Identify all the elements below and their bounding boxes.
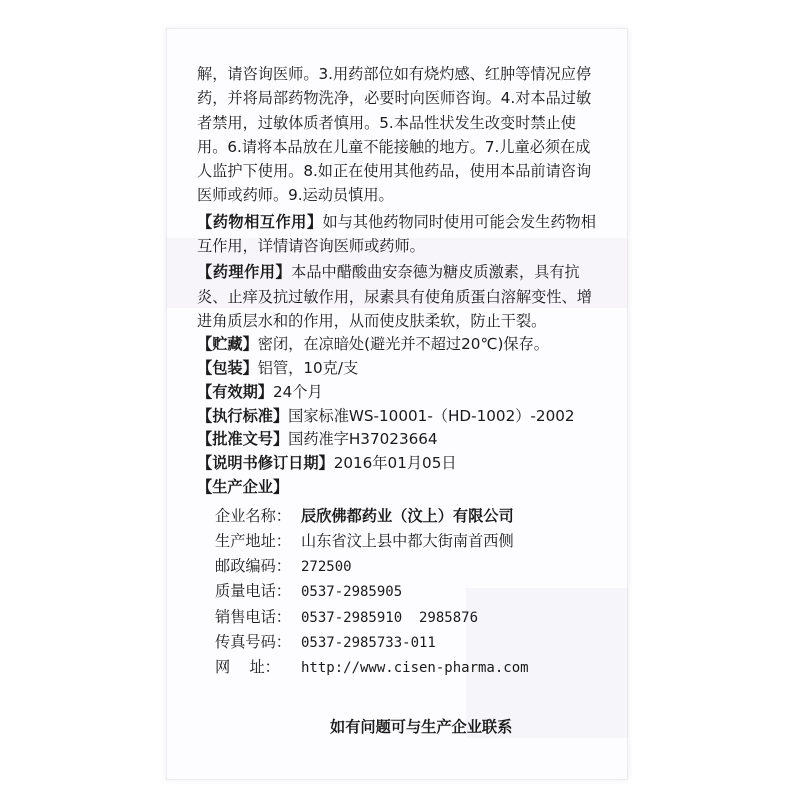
package-text: 铝管，10克/支 <box>257 359 359 378</box>
address-value: 山东省汶上县中都大街南首西侧 <box>301 532 514 551</box>
approval-row <box>197 428 602 452</box>
fax-key: 传真号码： <box>215 632 291 651</box>
storage-text: 密闭，在凉暗处(避光并不超过20℃)保存。 <box>257 335 549 354</box>
validity-text: 24个月 <box>272 382 323 401</box>
storage-label: 【贮藏】 <box>197 335 258 354</box>
company-name-row <box>197 504 602 529</box>
approval-label: 【批准文号】 <box>197 430 289 449</box>
standard-row <box>197 405 602 429</box>
revision-label: 【说明书修订日期】 <box>197 454 334 473</box>
sales-phone-value: 0537-2985910 2985876 <box>301 609 479 626</box>
approval-text: 国药准字H37023664 <box>288 430 438 449</box>
postcode-value: 272500 <box>301 559 352 576</box>
quality-phone-row <box>197 579 602 604</box>
quality-phone-key: 质量电话： <box>215 582 291 601</box>
validity-row <box>197 381 602 405</box>
sales-phone-key: 销售电话： <box>215 607 291 626</box>
fax-row <box>197 630 602 655</box>
revision-row <box>197 452 602 476</box>
revision-text: 2016年01月05日 <box>333 454 457 473</box>
postcode-key: 邮政编码： <box>215 557 291 576</box>
manufacturer-label: 【生产企业】 <box>197 478 289 497</box>
sales-phone-row <box>197 605 602 630</box>
fax-value: 0537-2985733-011 <box>301 634 436 651</box>
website-row <box>197 655 602 680</box>
postcode-row <box>197 554 602 579</box>
pharmacology-label: 【药理作用】 <box>197 263 292 282</box>
interactions-section <box>197 210 602 259</box>
pharmacology-text: 本品中醋酸曲安奈德为糖皮质激素，具有抗炎、止痒及抗过敏作用，尿素具有使角质蛋白溶解变性、增进角质层水和的作用，从而使皮肤柔软，防止干裂。 <box>197 263 592 330</box>
standard-label: 【执行标准】 <box>197 406 289 425</box>
package-row <box>197 357 602 381</box>
quality-phone-value: 0537-2985905 <box>301 584 403 601</box>
address-row <box>197 529 602 554</box>
interactions-text: 如与其他药物同时使用可能会发生药物相互作用，详情请咨询医师或药师。 <box>197 212 596 256</box>
precautions-text: 解，请咨询医师。3.用药部位如有烧灼感、红肿等情况应停药，并将局部药物洗净，必要时向医师咨询。4.对本品过敏者禁用，过敏体质者慎用。5.本品性状发生改变时禁止使用。6.请将本品放在儿童不能接触的地方。7.儿童必须在成人监护下使用。8.如正在使用其他药品，使用本品前请咨询医师或药师。9.运动员慎用。 <box>197 65 592 205</box>
address-key: 生产地址： <box>215 532 291 551</box>
contact-note: 如有问题可与生产企业联系 <box>330 718 513 736</box>
package-label: 【包装】 <box>197 359 258 378</box>
leaflet-content <box>197 62 602 680</box>
pharmacology-section <box>197 260 602 333</box>
validity-label: 【有效期】 <box>197 382 273 401</box>
storage-row <box>197 333 602 357</box>
company-name-key: 企业名称： <box>215 506 291 525</box>
website-value: http://www.cisen-pharma.com <box>301 659 529 676</box>
standard-text: 国家标准WS-10001-（HD-1002）-2002 <box>288 406 575 425</box>
interactions-label: 【药物相互作用】 <box>197 212 323 231</box>
website-key: 网 址： <box>215 657 280 676</box>
manufacturer-row <box>197 476 602 500</box>
company-name-value: 辰欣佛都药业（汶上）有限公司 <box>301 506 514 525</box>
manufacturer-details <box>197 504 602 680</box>
